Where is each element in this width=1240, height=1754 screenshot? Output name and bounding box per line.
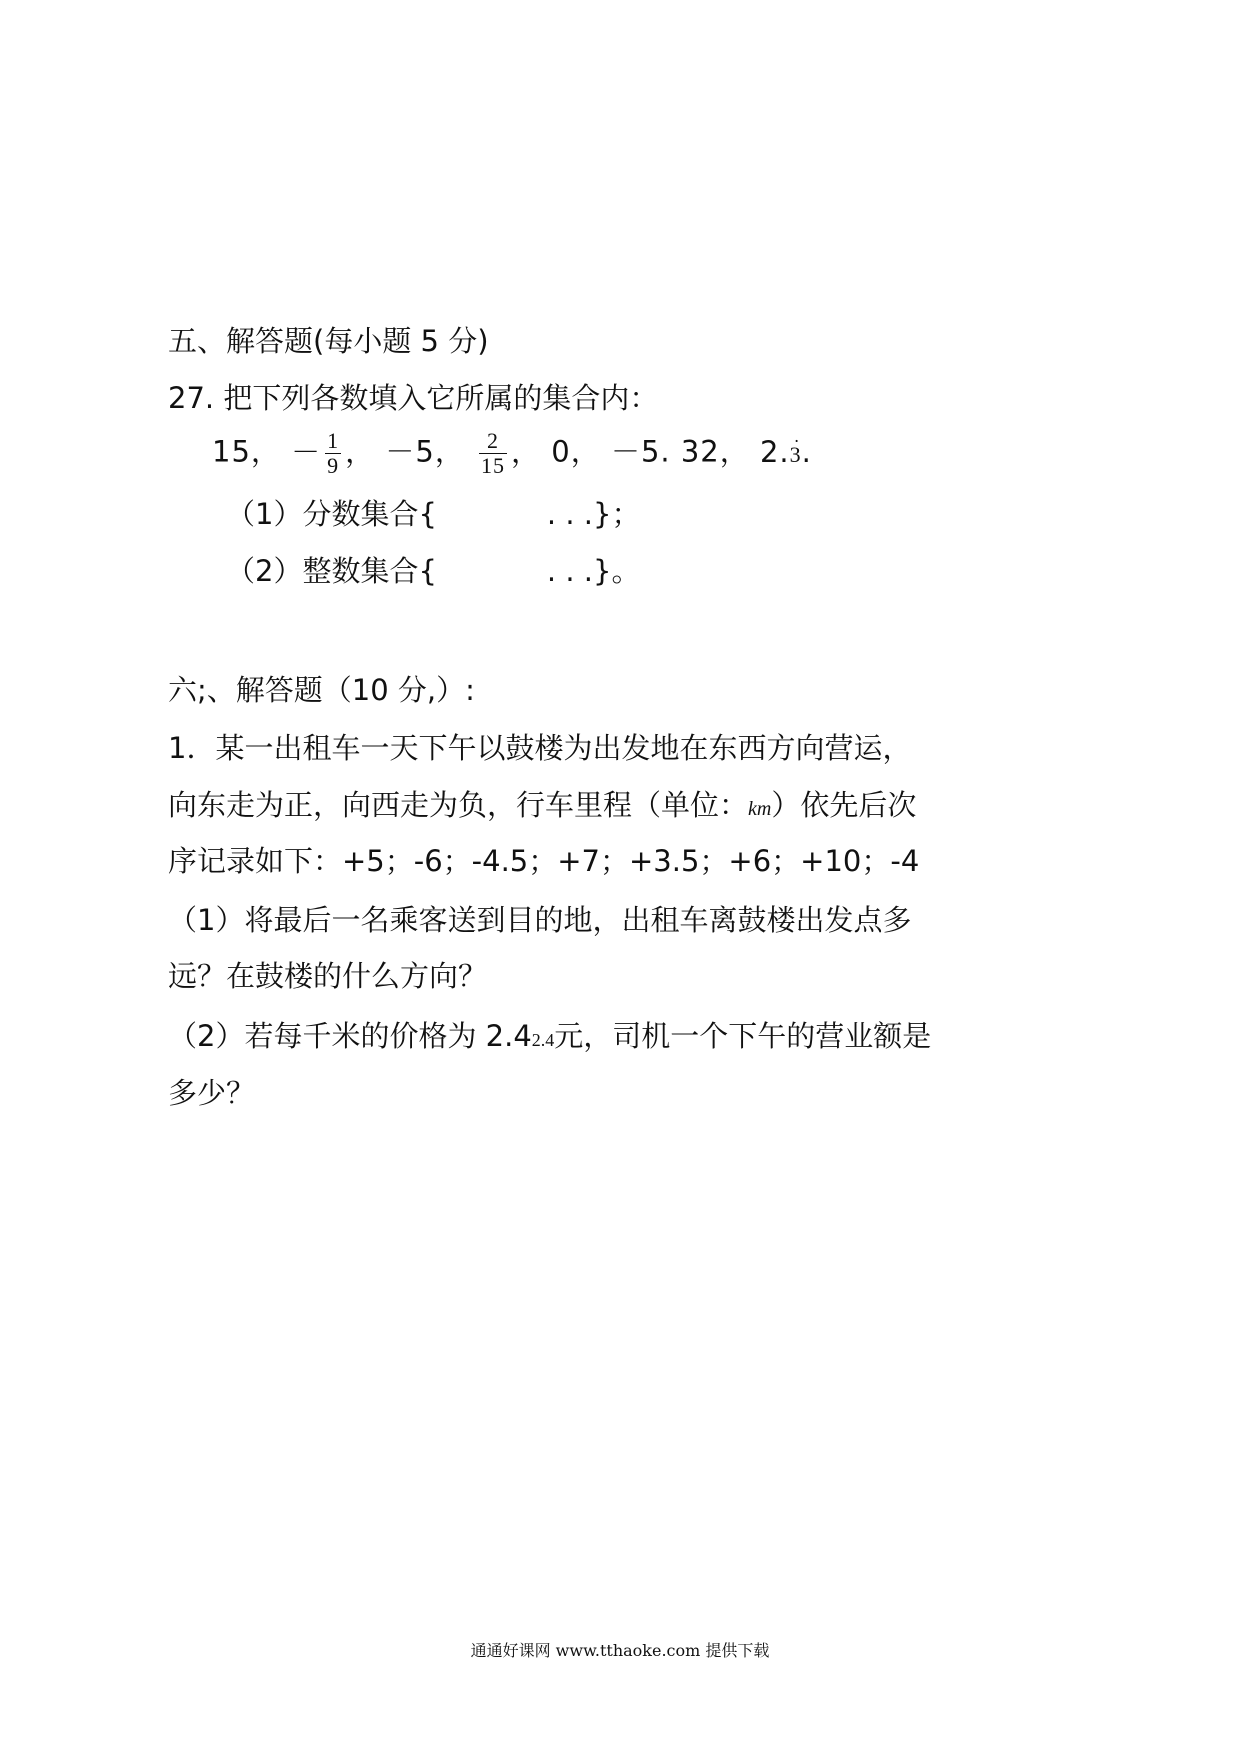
price-small: 2.4: [531, 1030, 555, 1050]
footer-source: 通通好课网 www.tthaoke.com 提供下载: [470, 1641, 770, 1660]
number-neg-5-32: －5. 32，: [610, 434, 750, 469]
q1-part1-line2: 远？在鼓楼的什么方向？: [168, 959, 488, 993]
q1-line1: 1．某一出租车一天下午以鼓楼为出发地在东西方向营运，: [168, 731, 912, 765]
q1-line3: 序记录如下：+5；-6；-4.5；+7；+3.5；+6；+10；-4: [168, 844, 920, 878]
section5-heading: 五、解答题(每小题 5 分): [168, 324, 489, 358]
q27-part2: [226, 553, 640, 589]
q1-part1-line1: （1）将最后一名乘客送到目的地，出租车离鼓楼出发点多: [168, 903, 912, 937]
section6-heading: 六;、解答题（10 分,）:: [168, 673, 475, 707]
fraction-one-ninth: $\frac{1}{9}$: [327, 428, 340, 478]
fraction-set-end: }；: [593, 497, 641, 531]
number-neg-5: －5，: [385, 434, 465, 469]
number-2-repeating-3: 2.· 3.: [760, 435, 812, 469]
fraction-set-label: （1）分数集合{: [226, 497, 437, 531]
unit-km: km: [748, 798, 772, 820]
number-15: 15，: [212, 434, 281, 469]
fraction-set-dots: . . .: [546, 497, 593, 531]
fraction-two-fifteenths: $\frac{2}{15}$: [481, 428, 506, 478]
number-0: 0，: [551, 434, 601, 469]
q27-part1: [226, 496, 640, 532]
repeating-digit: · 3: [790, 437, 802, 473]
q27-stem: 27. 把下列各数填入它所属的集合内：: [168, 381, 659, 415]
q1-part2-line1: （2）若每千米的价格为 2.42.4元，司机一个下午的营业额是: [168, 1019, 932, 1053]
integer-set-end: }。: [593, 554, 641, 588]
q27-number-list: [212, 430, 812, 477]
q1-line2: 向东走为正，向西走为负，行车里程（单位：km）依先后次: [168, 788, 917, 822]
q1-part2-line2: 多少？: [168, 1076, 256, 1110]
integer-set-label: （2）整数集合{: [226, 554, 437, 588]
integer-set-dots: . . .: [546, 554, 593, 588]
number-neg-one-ninth: － $\frac{1}{9}$ ，: [291, 428, 376, 478]
number-two-fifteenths: $\frac{2}{15}$ ，: [481, 428, 542, 478]
